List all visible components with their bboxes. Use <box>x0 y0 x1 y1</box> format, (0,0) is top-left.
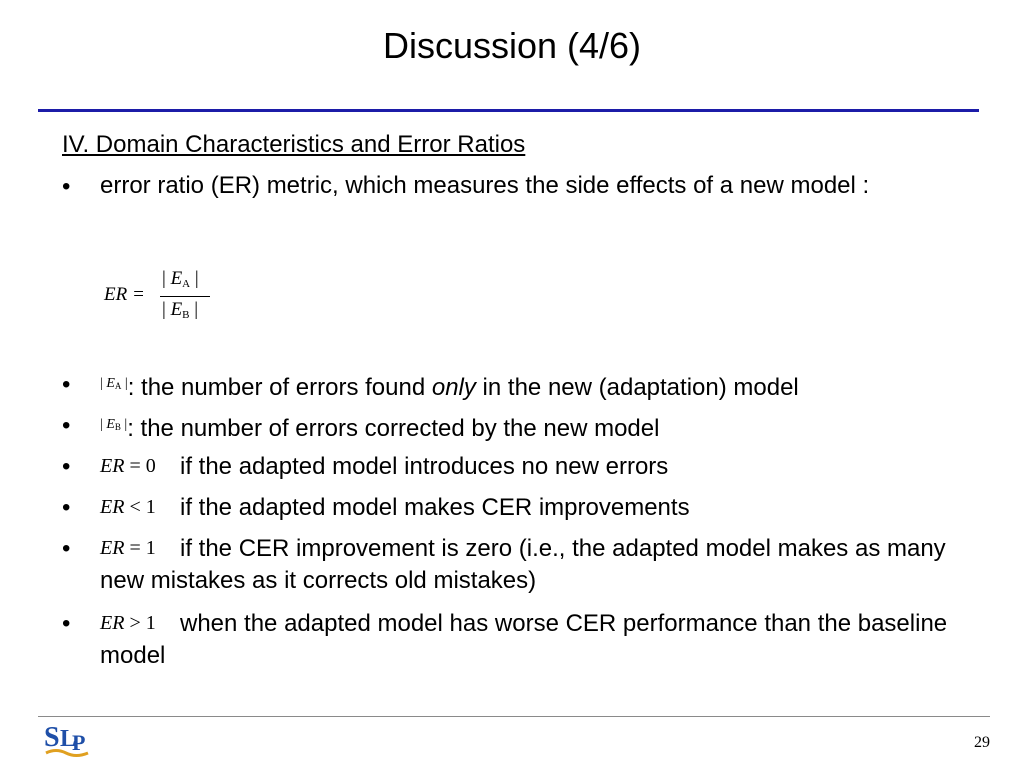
er-lt-1-text: if the adapted model makes CER improvements <box>180 494 690 521</box>
logo-letter-p: P <box>72 730 86 755</box>
bullet-marker: • <box>62 453 71 480</box>
bullet-marker: • <box>62 535 71 562</box>
title-divider <box>38 109 979 112</box>
formula-denominator: | $E_B$ | <box>162 299 199 321</box>
logo-letter-s: S <box>44 722 60 753</box>
ea-emphasis: only <box>431 374 476 401</box>
bullet-marker: • <box>62 610 71 637</box>
fraction-bar <box>160 296 210 297</box>
math-eb: | $E_B$ | <box>100 417 128 432</box>
math-er-lt-1: ER < 1 <box>100 496 156 518</box>
section-heading: IV. Domain Characteristics and Error Ratios <box>62 131 526 158</box>
bullet-text-er-lt-1 <box>100 491 980 524</box>
bullet-text-er-eq-1 <box>100 532 980 597</box>
er-zero-text: if the adapted model introduces no new errors <box>180 453 669 480</box>
er-gt-1-text: when the adapted model has worse CER performance than the baseline model <box>100 610 948 669</box>
formula-lhs: ER = <box>104 284 145 305</box>
bullet-text-er-metric: error ratio (ER) metric, which measures the side effects of a new model : <box>100 172 870 199</box>
bullet-marker: • <box>62 173 71 200</box>
bullet-marker: • <box>62 494 71 521</box>
bullet-text-eb <box>100 409 980 445</box>
ea-text-after: in the new (adaptation) model <box>475 374 799 401</box>
page-number: 29 <box>974 734 990 751</box>
math-ea: | $E_A$ | <box>100 376 128 391</box>
footer-divider <box>38 716 990 717</box>
eb-text: : the number of errors corrected by the new model <box>127 415 660 442</box>
slp-logo <box>42 720 94 760</box>
formula-numerator: | $E_A$ | <box>162 268 199 290</box>
bullet-marker: • <box>62 412 71 439</box>
bullet-text-er-gt-1 <box>100 607 980 672</box>
logo-letter-l: L <box>60 726 77 752</box>
er-formula <box>104 268 224 328</box>
slide-title: Discussion (4/6) <box>382 25 642 66</box>
er-eq-1-text: if the CER improvement is zero (i.e., the adapted model makes as many new mistakes as it corrects old mistakes) <box>100 535 946 594</box>
bullet-marker: • <box>62 371 71 398</box>
math-er-gt-1: ER > 1 <box>100 612 156 634</box>
bullet-text-er-zero <box>100 450 980 483</box>
math-er-eq-1: ER = 1 <box>100 537 156 559</box>
ea-text-before: : the number of errors found <box>127 374 432 401</box>
bullet-text-ea <box>100 368 980 404</box>
math-er-eq-0: ER = 0 <box>100 455 156 477</box>
